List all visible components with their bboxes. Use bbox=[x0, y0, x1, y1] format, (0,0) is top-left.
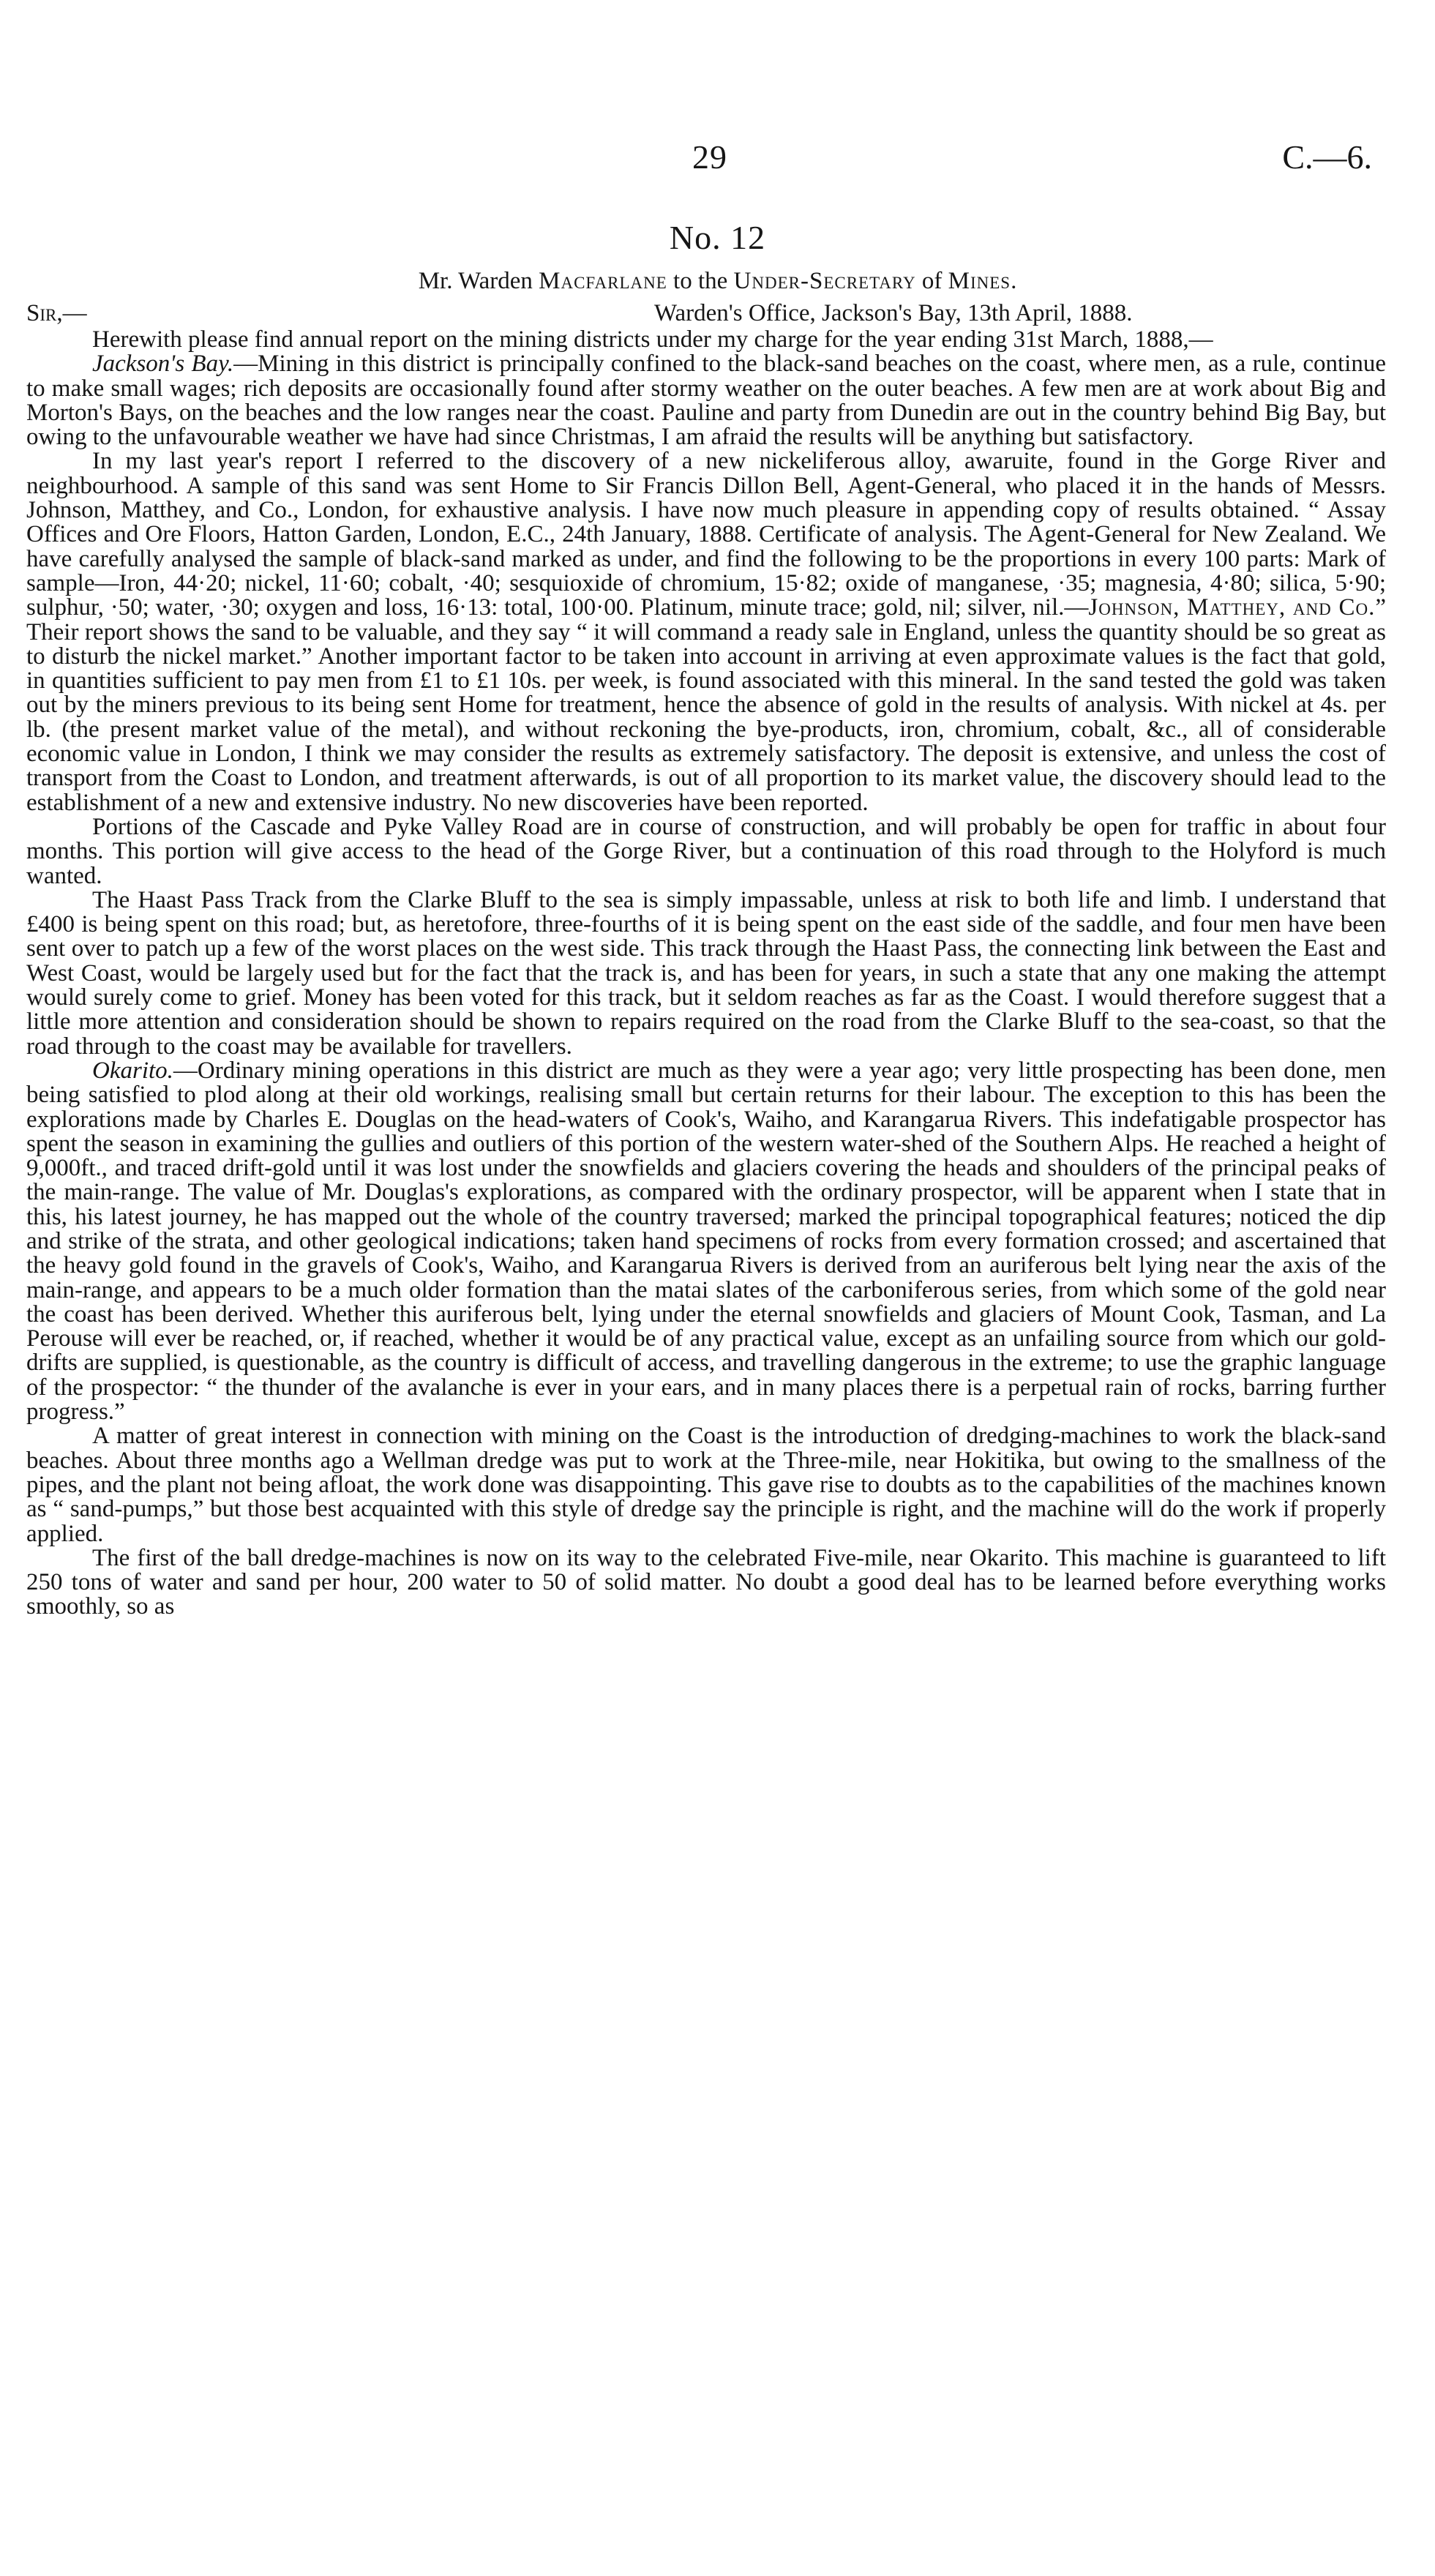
paragraph-okarito-text: —Ordinary mining operations in this district are much as they were a year ago; very little prospecting has been done, men being satisfied to plod along at their old workings, realising small but certain returns for their labour. The exception to this has been the explorations made by Charles E. Douglas on the head-waters of Cook's, Waiho, and Karangarua Rivers. This indefatigable prospector has spent the season in examining the gullies and outliers of this portion of the western water-shed of the Southern Alps. He reached a height of 9,000ft., and traced drift-gold until it was lost under the snowfields and glaciers covering the heads and shoulders of the principal peaks of the main-range. The value of Mr. Douglas's explorations, as compared with the ordinary prospector, will be apparent when I state that in this, his latest journey, he has mapped out the whole of the country traversed; marked the principal topographical features; noticed the dip and strike of the strata, and other geological indications; taken hand specimens of rocks from every formation crossed; and ascertained that the heavy gold found in the gravels of Cook's, Waiho, and Karangarua Rivers is derived from an auriferous belt lying near the axis of the main-range, and appears to be a much older formation than the matai slates of the carboniferous series, from which some of the gold near the coast has been derived. Whether this auriferous belt, lying under the eternal snowfields and glaciers of Mount Cook, Tasman, and La Perouse will ever be reached, or, if reached, whether it would be of any practical value, except as an unfailing source from which our gold-drifts are supplied, is questionable, as the country is difficult of access, and travelling dangerous in the extreme; to use the graphic language of the prospector: “ the thunder of the avalanche is ever in your ears, and in many places there is a perpetual rain of rocks, barring further progress.” bbox=[26, 1057, 1386, 1426]
page-number: 29 bbox=[692, 138, 727, 176]
section-label-jacksons-bay: Jackson's Bay. bbox=[92, 351, 234, 378]
heading-connector: to the bbox=[667, 268, 734, 294]
paragraph-intro: Herewith please find annual report on the mining districts under my charge for the year ending 31st March, 1888,— bbox=[92, 326, 1213, 353]
section-label-okarito: Okarito. bbox=[92, 1057, 173, 1084]
document-reference: C.—6. bbox=[1282, 138, 1372, 176]
paragraph-haast-pass: The Haast Pass Track from the Clarke Bluff to the sea is simply impassable, unless at risk to both life and limb. I understand that £400 is being spent on this road; but, as heretofore, three-fourths of it is being spent on the east side of the saddle, and four men have been sent over to patch up a few of the worst places on the west side. This track through the Haast Pass, the connecting link between the East and West Coast, would be largely used but for the fact that the track is, and has been for years, in such a state that any one making the attempt would surely come to grief. Money has been voted for this track, but it seldom reaches as far as the Coast. I would therefore suggest that a little more attention and consideration should be shown to repairs required on the road from the Clarke Bluff to the sea-coast, so that the road through to the coast may be available for travellers. bbox=[26, 886, 1386, 1060]
paragraph-jacksons-bay-text: —Mining in this district is principally confined to the black-sand beaches on the coast, where men, as a rule, continue to make small wages; rich deposits are occasionally found after stormy weather on the outer beaches. A few men are at work about Big and Morton's Bays, on the beaches and the low ranges near the coast. Pauline and party from Dunedin are out in the country behind Big Bay, but owing to the unfavourable weather we have had since Christmas, I am afraid the results will be anything but satisfactory. bbox=[26, 351, 1386, 451]
heading-prefix: Mr. Warden bbox=[418, 268, 539, 294]
paragraph-okarito bbox=[26, 1059, 1386, 1424]
heading-department: Mines bbox=[948, 268, 1011, 294]
letter-number: No. 12 bbox=[669, 219, 766, 256]
heading-sender-name: Macfarlane bbox=[539, 268, 667, 294]
letter-body bbox=[26, 328, 1386, 1620]
dateline: Warden's Office, Jackson's Bay, 13th April, 1888. bbox=[654, 300, 1133, 326]
salutation: Sir,— bbox=[26, 300, 87, 326]
paragraph-jacksons-bay bbox=[26, 352, 1386, 449]
paragraph-ball-dredge: The first of the ball dredge-machines is now on its way to the celebrated Five-mile, near Okarito. This machine is guaranteed to lift 250 tons of water and sand per hour, 200 water to 50 of solid matter. No doubt a good deal has to be learned before everything works smoothly, so as bbox=[26, 1544, 1386, 1620]
paragraph-dredging: A matter of great interest in connection with mining on the Coast is the introduction of dredging-machines to work the black-sand beaches. About three months ago a Wellman dredge was put to work at the Three-mile, near Hokitika, but owing to the smallness of the pipes, and the plant not being afloat, the work done was disappointing. This gave rise to doubts as to the capabilities of the machines known as “ sand-pumps,” but those best acquainted with this style of dredge say the principle is right, and the machine will do the work if properly applied. bbox=[26, 1423, 1386, 1547]
analysis-text-b: ” Their report shows the sand to be valuable, and they say “ it will command a ready sale in England, unless the quantity should be so great as to disturb the nickel market.” Another important factor to be taken into account in arriving at even approximate values is the fact that gold, in quantities sufficient to pay men from £1 to £1 10s. per week, is found associated with this mineral. In the sand tested the gold was taken out by the miners previous to its being sent Home for treatment, hence the absence of gold in the results of analysis. With nickel at 4s. per lb. (the present market value of the metal), and without reckoning the bye-products, iron, chromium, cobalt, &c., all of considerable economic value in London, I think we may consider the results as extremely satisfactory. The deposit is extensive, and unless the cost of transport from the Coast to London, and treatment afterwards, is out of all proportion to its market value, the discovery should lead to the establishment of a new and extensive industry. No new discoveries have been reported. bbox=[26, 594, 1386, 816]
paragraph-cascade-road: Portions of the Cascade and Pyke Valley Road are in course of construction, and will probably be open for traffic in about four months. This portion will give access to the head of the Gorge River, but a continuation of this road through to the Holyford is much wanted. bbox=[26, 813, 1386, 889]
heading-of: of bbox=[915, 268, 948, 294]
analysis-text-a: In my last year's report I referred to the discovery of a new nickeliferous alloy, awaruite, found in the Gorge River and neighbourhood. A sample of this sand was sent Home to Sir Francis Dillon Bell, Agent-General, who placed it in the hands of Messrs. Johnson, Matthey, and Co., London, for exhaustive analysis. I have now much pleasure in appending copy of results obtained. “ Assay Offices and Ore Floors, Hatton Garden, London, E.C., 24th January, 1888. Certificate of analysis. The Agent-General for New Zealand. We have carefully analysed the sample of black-sand marked as under, and find the following to be the proportions in every 100 parts: Mark of sample—Iron, 44·20; nickel, 11·60; cobalt, ·40; sesquioxide of chromium, 15·82; oxide of manganese, ·35; magnesia, 4·80; silica, 5·90; sulphur, ·50; water, ·30; oxygen and loss, 16·13: total, 100·00. Platinum, minute trace; gold, nil; silver, nil.— bbox=[26, 448, 1386, 621]
heading-period: . bbox=[1011, 268, 1017, 294]
letter-heading bbox=[0, 268, 1435, 295]
paragraph-awaruite-analysis bbox=[26, 449, 1386, 815]
analysis-signature: Johnson, Matthey, and Co. bbox=[1088, 594, 1376, 621]
heading-recipient: Under-Secretary bbox=[733, 268, 916, 294]
